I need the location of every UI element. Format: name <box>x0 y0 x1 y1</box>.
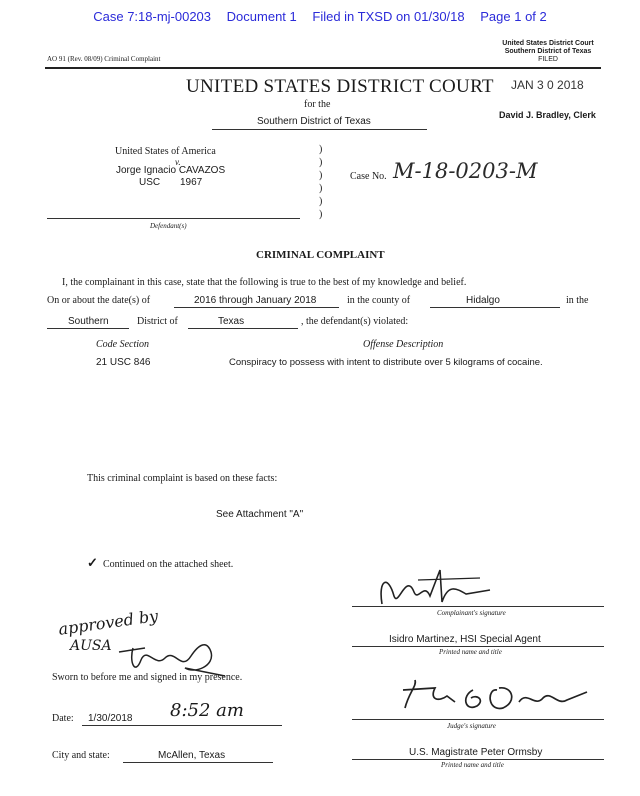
court-title: UNITED STATES DISTRICT COURT <box>186 76 494 97</box>
facts-label: This criminal complaint is based on these facts: <box>87 473 278 484</box>
state-rule <box>188 328 298 329</box>
district-rule <box>212 129 427 130</box>
approval-note-line2: AUSA <box>70 638 112 654</box>
for-the: for the <box>304 99 331 110</box>
ecf-filing-header <box>0 9 640 24</box>
offense-description-header: Offense Description <box>363 339 444 350</box>
judge-name: U.S. Magistrate Peter Ormsby <box>409 747 543 758</box>
versus: v. <box>175 157 181 167</box>
form-id: AO 91 (Rev. 08/09) Criminal Complaint <box>47 55 161 63</box>
court-district: Southern District of Texas <box>257 116 371 127</box>
county-value: Hidalgo <box>466 295 500 306</box>
stamp-date: JAN 3 0 2018 <box>511 78 584 92</box>
continued-text: Continued on the attached sheet. <box>103 559 234 570</box>
city-value: McAllen, Texas <box>158 750 226 761</box>
county-prefix: in the county of <box>347 295 411 306</box>
code-section-value: 21 USC 846 <box>96 357 151 368</box>
plaintiff: United States of America <box>115 146 216 157</box>
complainant-signature-rule <box>352 606 604 607</box>
defendant-birth-year: 1967 <box>180 177 203 188</box>
ecf-document-number: Document 1 <box>226 9 297 24</box>
defendant-label: Defendant(s) <box>150 222 187 230</box>
date-rule <box>174 307 339 308</box>
ecf-case-number: Case 7:18-mj-00203 <box>93 9 212 24</box>
date-label: Date: <box>52 713 74 724</box>
date-value: 1/30/2018 <box>88 713 133 724</box>
code-section-header: Code Section <box>96 339 150 350</box>
complainant-signature-label: Complainant's signature <box>437 609 506 617</box>
date-rule-bottom <box>82 725 282 726</box>
case-no-label: Case No. <box>350 171 387 182</box>
in-the: in the <box>566 295 589 306</box>
filed-stamp <box>492 40 604 64</box>
complainant-title-label: Printed name and title <box>439 648 502 656</box>
attachment-reference: See Attachment "A" <box>216 509 304 520</box>
state-value: Texas <box>218 316 245 327</box>
caption-brackets: ) ) ) ) ) ) <box>319 144 323 220</box>
stamp-district: Southern District of Texas <box>504 48 592 55</box>
district-value: Southern <box>68 316 109 327</box>
intro-statement: I, the complainant in this case, state that the following is true to the best of my knowledge and belief. <box>62 277 467 288</box>
county-rule <box>430 307 560 308</box>
stamp-clerk: David J. Bradley, Clerk <box>499 110 596 120</box>
ecf-filed-date: Filed in TXSD on 01/30/18 <box>312 9 465 24</box>
defendant-name: Jorge Ignacio CAVAZOS <box>116 165 226 176</box>
handwritten-time: 8:52 am <box>170 700 244 721</box>
complainant-name-rule <box>352 646 604 647</box>
city-rule <box>123 762 273 763</box>
district-of: District of <box>137 316 178 327</box>
stamp-court: United States District Court <box>502 40 594 47</box>
violated-text: , the defendant(s) violated: <box>301 316 409 327</box>
offense-dates: 2016 through January 2018 <box>194 295 317 306</box>
offense-description-value: Conspiracy to possess with intent to distribute over 5 kilograms of cocaine. <box>229 357 543 368</box>
defendant-citizenship: USC <box>139 177 161 188</box>
header-rule <box>45 67 601 69</box>
sworn-statement: Sworn to before me and signed in my presence. <box>52 672 243 683</box>
city-label: City and state: <box>52 750 110 761</box>
complaint-title: CRIMINAL COMPLAINT <box>256 249 385 261</box>
judge-title-label: Printed name and title <box>441 761 504 769</box>
complainant-name: Isidro Martinez, HSI Special Agent <box>389 634 541 645</box>
case-no-value: M-18-0203-M <box>393 159 538 183</box>
judge-signature-rule <box>352 719 604 720</box>
approval-note-line1: approved by <box>57 606 160 639</box>
judge-signature-icon <box>395 672 595 720</box>
judge-name-rule <box>352 759 604 760</box>
date-prefix: On or about the date(s) of <box>47 295 151 306</box>
checkmark-icon: ✓ <box>87 555 98 570</box>
judge-signature-label: Judge's signature <box>447 722 496 730</box>
district-value-rule <box>47 328 129 329</box>
ecf-page-number: Page 1 of 2 <box>480 9 547 24</box>
caption-rule <box>47 218 300 219</box>
stamp-filed: FILED <box>538 56 558 63</box>
